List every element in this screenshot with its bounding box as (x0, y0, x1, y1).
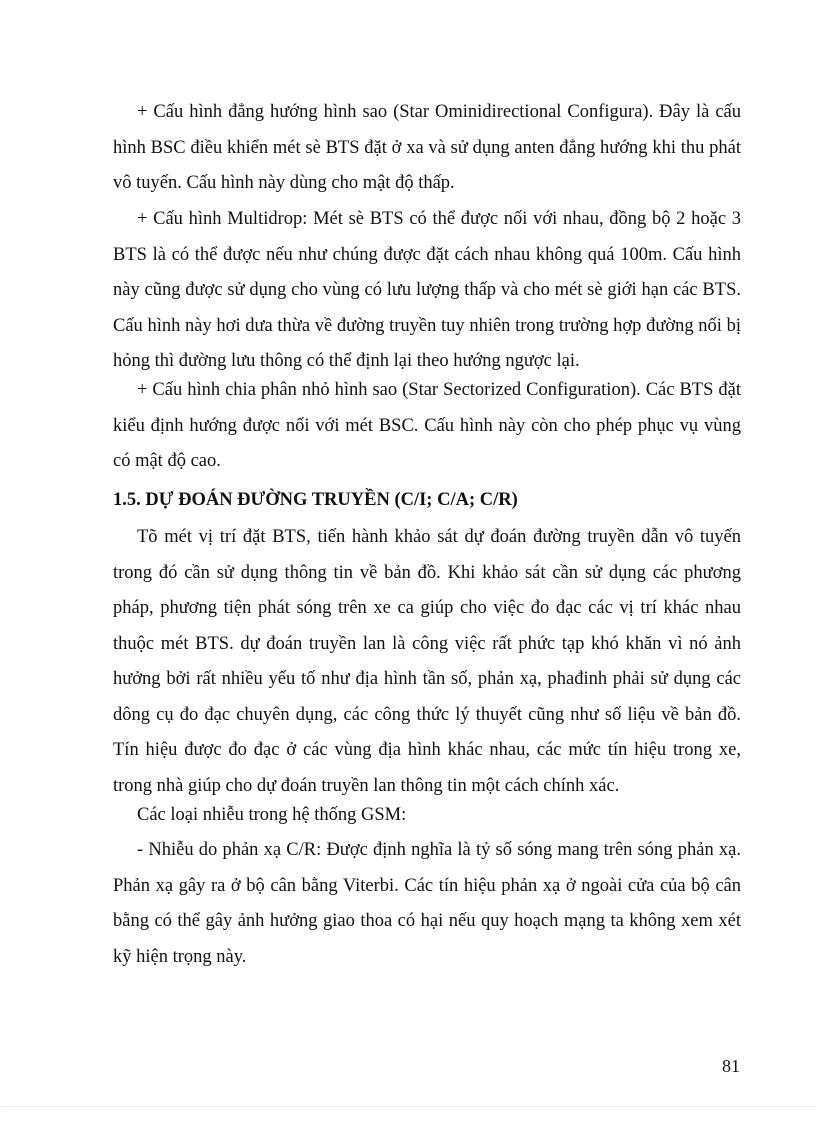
paragraph-interference-types: Các loại nhiễu trong hệ thống GSM: (137, 805, 407, 825)
paragraph-star-sectorized: + Cấu hình chia phân nhỏ hình sao (Star Sectorized Configuration). Các BTS đặt kiểu định hướng được nối với mét BSC. Cấu hình này còn cho phép phục vụ vùng có mật độ cao. (113, 380, 741, 471)
paragraph-path-prediction: Tõ mét vị trí đặt BTS, tiến hành khảo sát dự đoán đường truyền dẫn vô tuyến trong đó cần sử dụng thông tin về bản đồ. Khi khảo sát cần sử dụng các phương pháp, phương tiện phát sóng trên xe ca giúp cho việc đo đạc các vị trí khác nhau thuộc mét BTS. dự đoán truyền lan là công việc rất phức tạp khó khăn vì nó ảnh hưởng bởi rất nhiều yếu tố như địa hình tần số, phản xạ, phađinh phải sử dụng các dông cụ đo đạc chuyên dụng, các công thức lý thuyết cũng như số liệu về bản đồ. Tín hiệu được đo đạc ở các vùng địa hình khác nhau, các mức tín hiệu trong xe, trong nhà giúp cho dự đoán truyền lan thông tin một cách chính xác. (113, 527, 741, 796)
paragraph-reflection-interference: - Nhiễu do phản xạ C/R: Được định nghĩa là tỷ số sóng mang trên sóng phản xạ. Phản xạ gây ra ở bộ cân bằng Viterbi. Các tín hiệu phản xạ ở ngoài cửa của bộ cân bằng có thể gây ảnh hưởng giao thoa có hại nếu quy hoạch mạng ta không xem xét kỹ hiện trọng này. (113, 840, 741, 967)
paragraph-multidrop: + Cấu hình Multidrop: Mét sè BTS có thể được nối với nhau, đồng bộ 2 hoặc 3 BTS là có thể được nếu như chúng được đặt cách nhau không quá 100m. Cấu hình này cũng được sử dụng cho vùng có lưu lượng thấp và cho mét sè giới hạn các BTS. Cấu hình này hơi dưa thừa về đường truyền tuy nhiên trong trường hợp đường nối bị hỏng thì đường lưu thông có thể định lại theo hướng ngược lại. (113, 209, 741, 371)
page-bottom-divider (0, 1106, 816, 1107)
section-heading: 1.5. DỰ ĐOÁN ĐƯỜNG TRUYỀN (C/I; C/A; C/R) (113, 490, 518, 510)
paragraph-star-omnidirectional: + Cấu hình đẳng hướng hình sao (Star Ominidirectional Configura). Đây là cấu hình BSC điều khiển mét sè BTS đặt ở xa và sử dụng anten đẳng hướng khi thu phát vô tuyến. Cấu hình này dùng cho mật độ thấp. (113, 102, 741, 193)
page-number: 81 (722, 1056, 740, 1076)
